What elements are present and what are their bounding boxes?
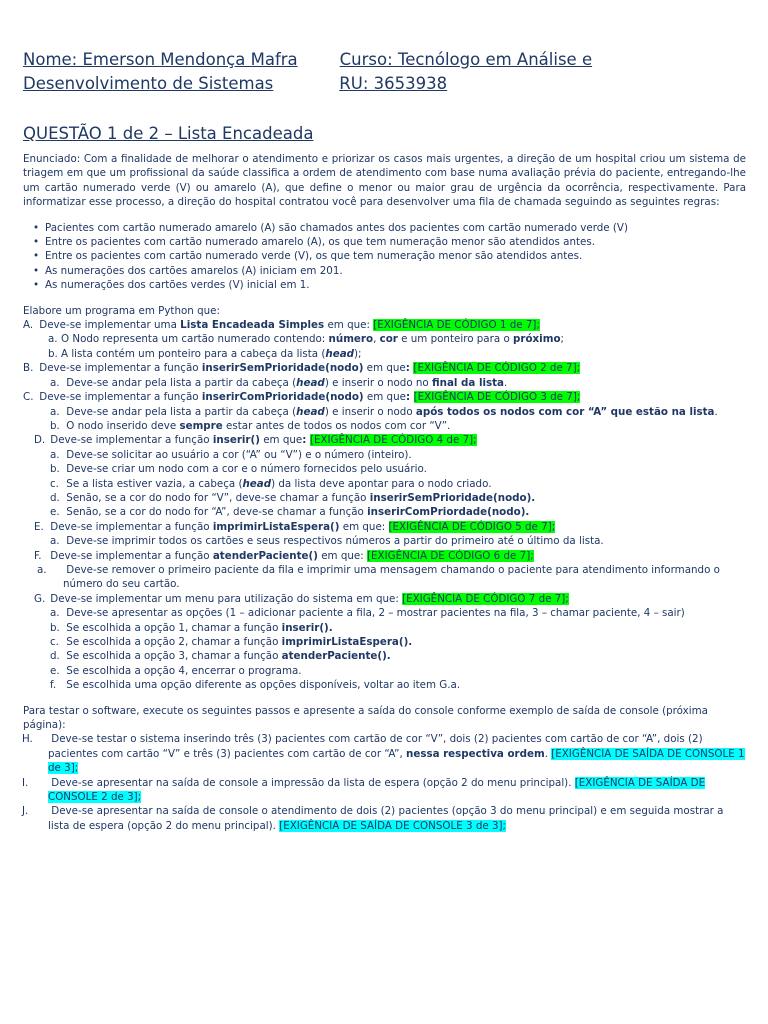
console-requirement-tag: [EXIGÊNCIA DE SAÍDA DE CONSOLE 2 de 3]; (48, 776, 706, 804)
item-i: I. Deve-se apresentar na saída de console a impressão da lista de espera (opção 2 do menu principal). [EXIGÊNCIA DE SAÍDA DE CONSOLE 2 de 3]; (22, 776, 706, 804)
item-d-b: b. Deve-se criar um nodo com a cor e o número fornecidos pelo usuário. (50, 463, 427, 476)
rule-item: • As numerações dos cartões verdes (V) inicial em 1. (45, 278, 746, 292)
student-header (23, 48, 753, 96)
rule-item: • Entre os pacientes com cartão numerado amarelo (A), os que tem numeração menor são atendidos antes. (45, 235, 746, 249)
console-requirement-tag: [EXIGÊNCIA DE SAÍDA DE CONSOLE 1 de 3]; (48, 747, 745, 775)
rule-item: • As numerações dos cartões amarelos (A) iniciam em 201. (45, 264, 746, 278)
item-g-c: c. Se escolhida a opção 2, chamar a função imprimirListaEspera(). (50, 636, 413, 648)
question-body (23, 152, 746, 833)
rules-list (23, 221, 746, 293)
course-name: Curso: Tecnólogo em Análise e (339, 50, 593, 69)
item-d-a: a. Deve-se solicitar ao usuário a cor (“A” ou “V”) e o número (inteiro). (50, 448, 412, 461)
code-requirement-tag: [EXIGÊNCIA DE CÓDIGO 1 de 7]; (373, 319, 540, 332)
item-g-e: e. Se escolhida a opção 4, encerrar o programa. (50, 664, 302, 677)
enunciado: Enunciado: Com a finalidade de melhorar o atendimento e priorizar os casos mais urgentes, a direção de um hospital criou um sistema de triagem em que um profissional da saúde classifica a ordem de atendimento com base numa avaliação prévia do paciente, entregando-lhe um cartão numerado verde (V) ou amarelo (A), que define o menor ou maior grau de urgência da ocorrência, respectivamente. Para informatizar esse processo, a direção do hospital contratou você para desenvolver uma fila de chamada seguindo as seguintes regras: (23, 153, 746, 209)
item-d-e: e. Senão, se a cor do nodo for “A”, deve-se chamar a função inserirComPriordade(nodo). (50, 506, 530, 519)
header-row-2 (23, 72, 753, 96)
item-d: D. Deve-se implementar a função inserir() em que: [EXIGÊNCIA DE CÓDIGO 4 de 7]; (34, 434, 477, 447)
item-b-a: a. Deve-se andar pela lista a partir da cabeça (head) e inserir o nodo no final da lista. (50, 376, 508, 389)
question-title: QUESTÃO 1 de 2 – Lista Encadeada (23, 124, 314, 143)
item-g: G. Deve-se implementar um menu para utilização do sistema em que: [EXIGÊNCIA DE CÓDIGO 7 de 7]; (34, 592, 569, 605)
code-requirement-tag: [EXIGÊNCIA DE CÓDIGO 4 de 7]; (309, 434, 477, 447)
item-f: F. Deve-se implementar a função atenderPaciente() em que: [EXIGÊNCIA DE CÓDIGO 6 de 7]; (34, 549, 534, 562)
intro-text: Elabore um programa em Python que: (23, 304, 220, 317)
item-a-a: a. O Nodo representa um cartão numerado contendo: número, cor e um ponteiro para o próximo; (48, 333, 564, 346)
rule-item: • Pacientes com cartão numerado amarelo (A) são chamados antes dos pacientes com cartão numerado verde (V) (45, 221, 746, 235)
item-j: J. Deve-se apresentar na saída de console o atendimento de dois (2) pacientes (opção 3 do menu principal) e em seguida mostrar a lista de espera (opção 2 do menu principal). [EXIGÊNCIA DE SAÍDA DE CONSOLE 3 de 3]; (22, 805, 724, 832)
code-requirement-tag: [EXIGÊNCIA DE CÓDIGO 2 de 7]; (413, 362, 581, 375)
test-intro: Para testar o software, execute os seguintes passos e apresente a saída do console conforme exemplo de saída de console (próxima página): (23, 704, 708, 732)
student-name: Nome: Emerson Mendonça Mafra (23, 50, 298, 69)
code-requirement-tag: [EXIGÊNCIA DE CÓDIGO 5 de 7]; (388, 520, 556, 533)
item-c-b: b. O nodo inserido deve sempre estar antes de todos os nodos com cor “V”. (50, 419, 451, 432)
item-c-a: a. Deve-se andar pela lista a partir da cabeça (head) e inserir o nodo após todos os nodos com cor “A” que estão na lista. (50, 405, 718, 418)
item-f-a: a. Deve-se remover o primeiro paciente da fila e imprimir uma mensagem chamando o paciente para atendimento informando o número do seu cartão. (37, 563, 720, 591)
item-g-d: d. Se escolhida a opção 3, chamar a função atenderPaciente(). (50, 650, 391, 663)
item-e: E. Deve-se implementar a função imprimirListaEspera() em que: [EXIGÊNCIA DE CÓDIGO 5 de 7]; (34, 520, 556, 533)
code-requirement-tag: [EXIGÊNCIA DE CÓDIGO 3 de 7]; (413, 391, 581, 404)
header-row-1 (23, 48, 753, 72)
course-name-cont: Desenvolvimento de Sistemas (23, 74, 274, 93)
item-d-d: d. Senão, se a cor do nodo for “V”, deve-se chamar a função inserirSemPrioridade(nodo). (50, 491, 536, 504)
item-c: C. Deve-se implementar a função inserirComPrioridade(nodo) em que: [EXIGÊNCIA DE CÓDIGO 3 de 7]; (23, 391, 581, 404)
student-ru: RU: 3653938 (339, 74, 448, 93)
item-a: A. Deve-se implementar uma Lista Encadeada Simples em que: [EXIGÊNCIA DE CÓDIGO 1 de 7]; (23, 319, 540, 332)
item-d-c: c. Se a lista estiver vazia, a cabeça (head) da lista deve apontar para o nodo criado. (50, 477, 492, 490)
item-g-a: a. Deve-se apresentar as opções (1 – adicionar paciente a fila, 2 – mostrar pacientes na fila, 3 – chamar paciente, 4 – sair) (50, 607, 685, 620)
console-requirement-tag: [EXIGÊNCIA DE SAÍDA DE CONSOLE 3 de 3]; (279, 819, 507, 832)
item-e-a: a. Deve-se imprimir todos os cartões e seus respectivos números a partir do primeiro até o último da lista. (50, 535, 604, 548)
item-g-f: f. Se escolhida uma opção diferente as opções disponíveis, voltar ao item G.a. (50, 679, 461, 692)
code-requirement-tag: [EXIGÊNCIA DE CÓDIGO 6 de 7]; (367, 549, 534, 562)
item-b: B. Deve-se implementar a função inserirSemPrioridade(nodo) em que: [EXIGÊNCIA DE CÓDIGO 2 de 7]; (23, 362, 581, 375)
code-requirement-tag: [EXIGÊNCIA DE CÓDIGO 7 de 7]; (402, 592, 569, 605)
item-g-b: b. Se escolhida a opção 1, chamar a função inserir(). (50, 621, 333, 634)
rule-item: • Entre os pacientes com cartão numerado verde (V), os que tem numeração menor são atendidos antes. (45, 249, 746, 263)
item-h: H. Deve-se testar o sistema inserindo três (3) pacientes com cartão de cor “V”, dois (2) pacientes com cartão de cor “A”, dois (2) pacientes com cartão “V” e três (3) pacientes com cartão de cor “A”, nessa respectiva ordem. [EXIGÊNCIA DE SAÍDA DE CONSOLE 1 de 3]; (22, 733, 745, 775)
item-a-b: b. A lista contém um ponteiro para a cabeça da lista (head); (48, 347, 362, 360)
